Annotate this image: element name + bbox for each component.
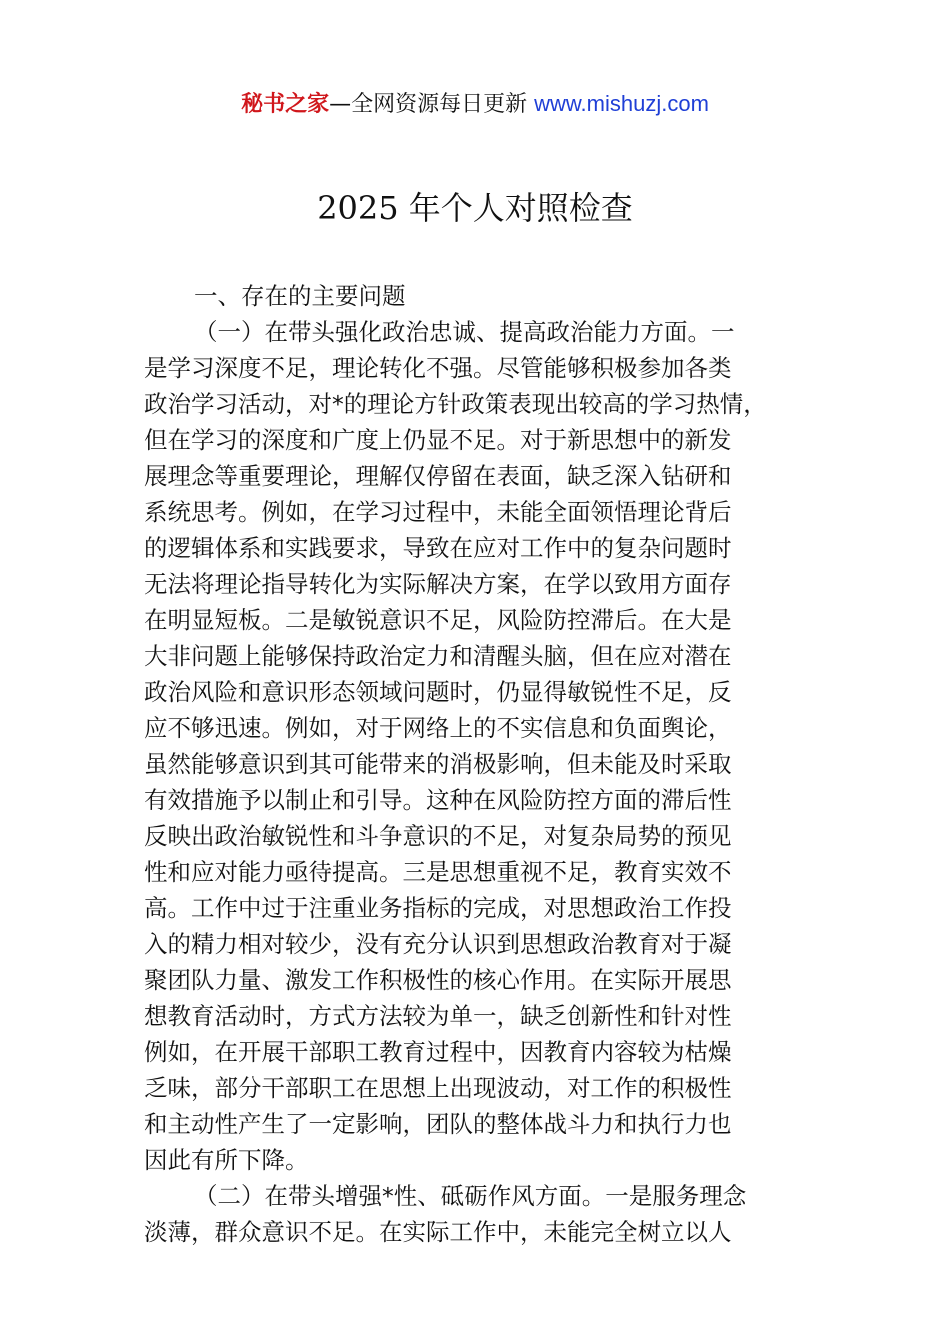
paragraph-line: 有效措施予以制止和引导。这种在风险防控方面的滞后性 <box>144 786 732 814</box>
paragraph-line: 入的精力相对较少，没有充分认识到思想政治教育对于凝 <box>144 930 732 958</box>
paragraph-line: 大非问题上能够保持政治定力和清醒头脑，但在应对潜在 <box>144 642 732 670</box>
site-url-link[interactable]: www.mishuzj.com <box>534 91 709 116</box>
paragraph-line: 是学习深度不足，理论转化不强。尽管能够积极参加各类 <box>144 354 732 382</box>
paragraph-line: 想教育活动时，方式方法较为单一，缺乏创新性和针对性 <box>144 1002 732 1030</box>
paragraph-line: 的逻辑体系和实践要求，导致在应对工作中的复杂问题时 <box>144 534 732 562</box>
paragraph-line: 展理念等重要理论，理解仅停留在表面，缺乏深入钻研和 <box>144 462 732 490</box>
paragraph-line: 淡薄，群众意识不足。在实际工作中，未能完全树立以人 <box>144 1218 732 1246</box>
paragraph-line: 政治学习活动，对*的理论方针政策表现出较高的学习热情， <box>144 390 767 418</box>
document-title: 2025 年个人对照检查 <box>317 189 633 227</box>
paragraph-line: 聚团队力量、激发工作积极性的核心作用。在实际开展思 <box>144 966 732 994</box>
paragraph-line: 系统思考。例如，在学习过程中，未能全面领悟理论背后 <box>144 498 732 526</box>
paragraph-line: 在明显短板。二是敏锐意识不足，风险防控滞后。在大是 <box>144 606 732 634</box>
paragraph-line: 应不够迅速。例如，对于网络上的不实信息和负面舆论， <box>144 714 732 742</box>
site-banner <box>0 88 950 121</box>
banner-tagline: —全网资源每日更新 <box>329 92 535 117</box>
paragraph-line: 虽然能够意识到其可能带来的消极影响，但未能及时采取 <box>144 750 732 778</box>
section-heading: 一、存在的主要问题 <box>194 282 406 310</box>
paragraph-line: 高。工作中过于注重业务指标的完成，对思想政治工作投 <box>144 894 732 922</box>
paragraph-line: 例如，在开展干部职工教育过程中，因教育内容较为枯燥 <box>144 1038 732 1066</box>
paragraph-line: 但在学习的深度和广度上仍显不足。对于新思想中的新发 <box>144 426 732 454</box>
paragraph-line: 乏味，部分干部职工在思想上出现波动，对工作的积极性 <box>144 1074 732 1102</box>
paragraph-line: 因此有所下降。 <box>144 1146 309 1174</box>
paragraph-line: （一）在带头强化政治忠诚、提高政治能力方面。一 <box>194 318 735 346</box>
paragraph-line: 无法将理论指导转化为实际解决方案，在学以致用方面存 <box>144 570 732 598</box>
paragraph-line: 和主动性产生了一定影响，团队的整体战斗力和执行力也 <box>144 1110 732 1138</box>
paragraph-line: 政治风险和意识形态领域问题时，仍显得敏锐性不足，反 <box>144 678 732 706</box>
document-body <box>144 278 824 1250</box>
brand-name: 秘书之家 <box>241 92 330 117</box>
paragraph-line: （二）在带头增强*性、砥砺作风方面。一是服务理念 <box>194 1182 747 1210</box>
paragraph-line: 反映出政治敏锐性和斗争意识的不足，对复杂局势的预见 <box>144 822 732 850</box>
paragraph-line: 性和应对能力亟待提高。三是思想重视不足，教育实效不 <box>144 858 732 886</box>
